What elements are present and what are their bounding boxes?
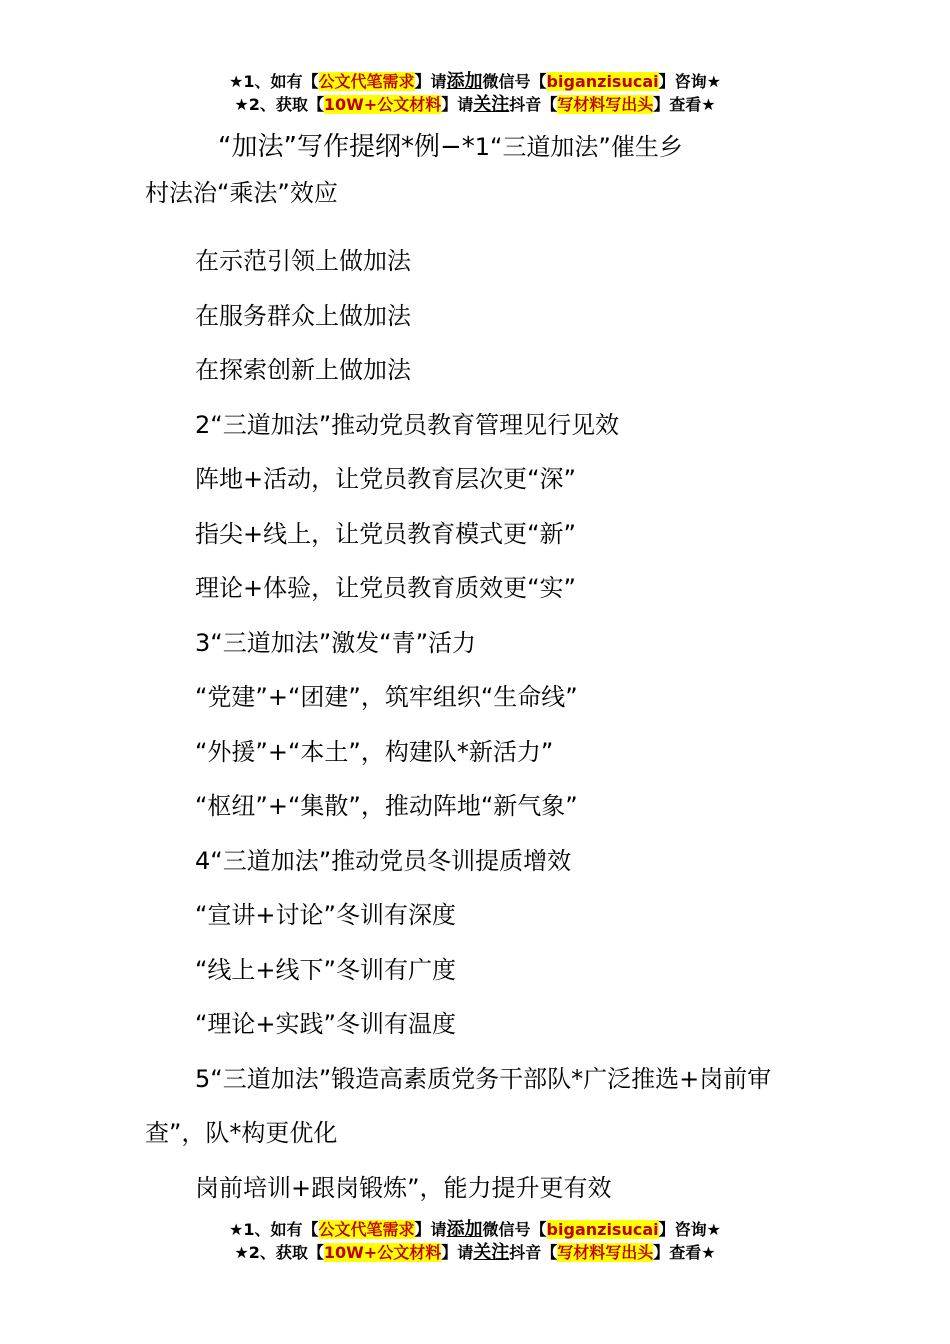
document-body — [145, 124, 810, 1215]
banner-text: 抖音【 — [509, 1243, 558, 1262]
banner-text: 抖音【 — [509, 95, 558, 114]
paragraph: 在服务群众上做加法 — [195, 301, 411, 330]
title-line-1 — [145, 124, 810, 170]
header-banner — [0, 70, 950, 116]
document-title — [145, 124, 810, 216]
banner-text: 微信号【 — [482, 1220, 547, 1239]
banner-text: 】请 — [414, 1220, 447, 1239]
banner-text: ★2、获取【 — [234, 1243, 324, 1262]
footer-banner — [0, 1218, 950, 1264]
section-heading: 5“三道加法”锻造高素质党务干部队*广泛推选+岗前审查”，队*构更优化 — [145, 1064, 772, 1147]
paragraph: 指尖+线上，让党员教育模式更“新” — [195, 519, 576, 548]
paragraph: “宣讲+讨论”冬训有深度 — [195, 901, 456, 929]
banner-text: 】查看★ — [653, 95, 716, 114]
banner-text: 】请 — [441, 1243, 474, 1262]
douyin-account: 写材料写出头 — [557, 1243, 654, 1262]
title-text: “加法”写作提纲*例−* — [218, 132, 475, 162]
wechat-id: biganzisucai — [546, 72, 659, 91]
paragraph: “理论+实践”冬训有温度 — [195, 1010, 456, 1038]
banner-line-2 — [0, 93, 950, 116]
emphasis-text: 关注 — [473, 94, 510, 115]
highlight-text: 公文代笔需求 — [318, 72, 415, 91]
wechat-id: biganzisucai — [546, 1220, 659, 1239]
paragraph: “党建”+“团建”，筑牢组织“生命线” — [195, 683, 578, 711]
highlight-text: 10W+公文材料 — [323, 95, 442, 114]
banner-text: 微信号【 — [482, 72, 547, 91]
emphasis-text: 添加 — [446, 1219, 483, 1240]
paragraph: “线上+线下”冬训有广度 — [195, 955, 456, 984]
banner-text: ★1、如有【 — [229, 72, 319, 91]
banner-text: 】咨询★ — [658, 72, 721, 91]
section-heading: 4“三道加法”推动党员冬训提质增效 — [195, 846, 572, 875]
banner-line-1 — [0, 1218, 950, 1241]
paragraph: “枢纽”+“集散”，推动阵地“新气象” — [195, 792, 578, 820]
section-heading: 3“三道加法”激发“青”活力 — [195, 628, 477, 657]
section-heading: 2“三道加法”推动党员教育管理见行见效 — [195, 410, 620, 439]
banner-text: ★2、获取【 — [234, 95, 324, 114]
banner-text: ★1、如有【 — [229, 1220, 319, 1239]
banner-text: 】请 — [441, 95, 474, 114]
paragraph: 在示范引领上做加法 — [195, 247, 411, 275]
title-text: 1“三道加法”催生乡 — [474, 133, 683, 161]
banner-text: 】查看★ — [653, 1243, 716, 1262]
douyin-account: 写材料写出头 — [557, 95, 654, 114]
banner-line-1 — [0, 70, 950, 93]
highlight-text: 10W+公文材料 — [323, 1243, 442, 1262]
emphasis-text: 关注 — [473, 1242, 510, 1263]
emphasis-text: 添加 — [446, 71, 483, 92]
paragraph: “外援”+“本土”，构建队*新活力” — [195, 737, 554, 766]
paragraph: 阵地+活动，让党员教育层次更“深” — [195, 465, 576, 493]
paragraph: 岗前培训+跟岗锻炼”，能力提升更有效 — [195, 1173, 612, 1202]
banner-text: 】咨询★ — [658, 1220, 721, 1239]
paragraph: 在探索创新上做加法 — [195, 356, 411, 384]
title-line-2: 村法治“乘法”效应 — [145, 179, 338, 207]
banner-text: 】请 — [414, 72, 447, 91]
banner-line-2 — [0, 1241, 950, 1264]
highlight-text: 公文代笔需求 — [318, 1220, 415, 1239]
paragraph: 理论+体验，让党员教育质效更“实” — [195, 574, 576, 602]
